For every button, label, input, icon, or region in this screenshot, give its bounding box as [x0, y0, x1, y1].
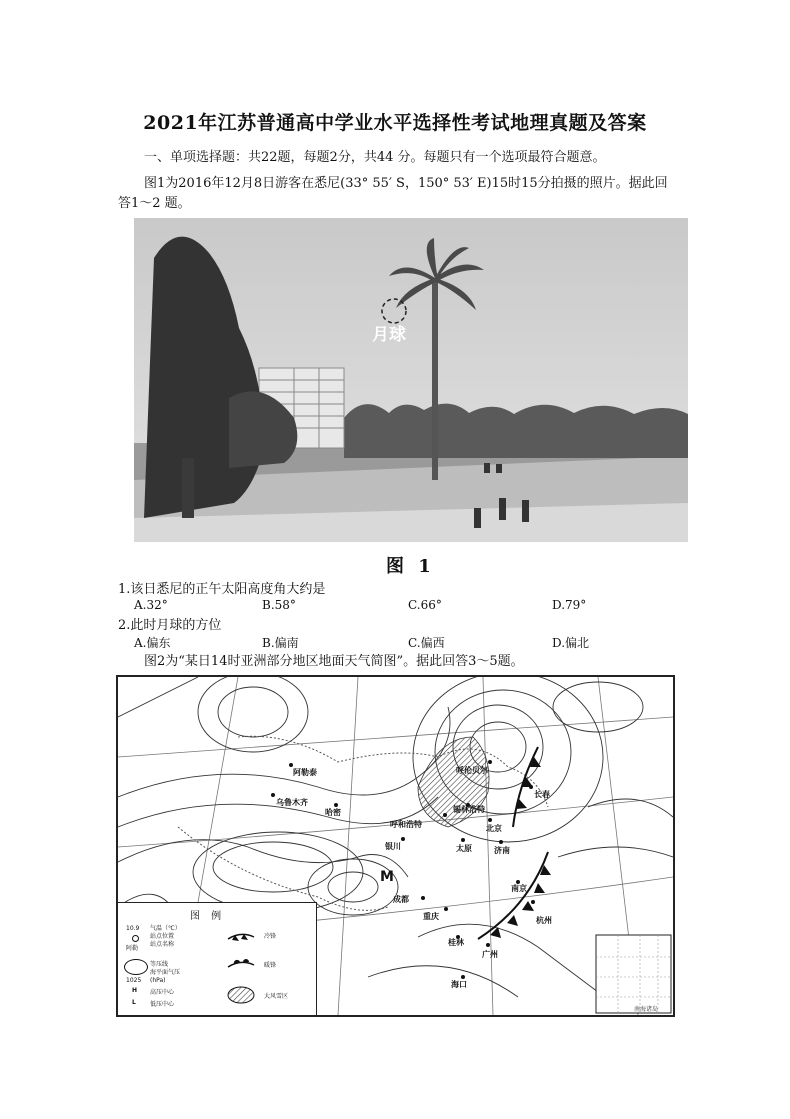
city-label: 杭州	[536, 916, 552, 925]
q1-option-c: C.66°	[408, 598, 442, 612]
legend-station-dot	[132, 935, 139, 942]
city-label: 阿勒泰	[293, 768, 317, 777]
city-label: 济南	[494, 846, 510, 855]
city-label: 桂林	[448, 938, 464, 947]
city-label: 太原	[456, 844, 472, 853]
legend-high: 高压中心	[150, 989, 175, 996]
city-label: 海口	[451, 980, 467, 989]
photo-illustration	[134, 218, 688, 542]
q2-option-b: B.偏南	[262, 636, 299, 650]
intro-paragraph-1: 图1为2016年12月8日游客在悉尼(33° 55′ S，150° 53′ E)15时15分拍摄的照片。据此回答1～2 题。	[118, 176, 668, 211]
marker-m: M	[380, 869, 394, 885]
question-2-stem: 2.此时月球的方位	[118, 618, 222, 633]
cold-front-icon	[226, 929, 256, 943]
legend-title: 图 例	[190, 911, 226, 922]
legend-isobar-sample	[124, 959, 148, 975]
city-label: 广州	[482, 950, 498, 959]
city-label: 哈密	[325, 808, 341, 817]
legend-station-desc: 气温（℃） 站点位置 站点名称	[150, 925, 181, 948]
legend-low-symbol: L	[132, 999, 136, 1006]
q1-option-b: B.58°	[262, 598, 296, 612]
inset-label: 南海诸岛	[634, 1006, 659, 1013]
city-label: 长春	[534, 790, 550, 799]
city-label: 北京	[486, 824, 502, 833]
warm-front-icon	[226, 957, 256, 971]
snow-area-icon	[226, 985, 256, 1005]
q2-option-a: A.偏东	[134, 636, 171, 650]
sydney-photo	[134, 218, 688, 542]
figure1-caption: 图 1	[386, 556, 435, 577]
intro-paragraph-2: 图2为“某日14时亚洲部分地区地面天气简图”。据此回答3～5题。	[144, 654, 524, 669]
weather-map	[116, 675, 675, 1017]
q2-option-d: D.偏北	[552, 636, 590, 650]
legend-low: 低压中心	[150, 1001, 175, 1008]
legend-warm-front: 暖锋	[264, 962, 277, 969]
legend-snow: 大风雪区	[264, 993, 289, 1000]
q2-option-c: C.偏西	[408, 636, 445, 650]
legend-isobar-desc: 等压线 海平面气压 (hPa)	[150, 961, 181, 984]
city-label: 呼和浩特	[390, 820, 422, 829]
city-label: 锡林浩特	[453, 805, 485, 814]
question-1-stem: 1.该日悉尼的正午太阳高度角大约是	[118, 582, 326, 597]
legend-isobar-value: 1025	[126, 977, 142, 984]
moon-label: 月球	[372, 325, 406, 345]
q1-option-a: A.32°	[134, 598, 168, 612]
city-label: 南京	[511, 884, 527, 893]
legend-cold-front: 冷锋	[264, 933, 277, 940]
city-label: 乌鲁木齐	[276, 798, 308, 807]
section-heading: 一、单项选择题：共22题，每题2分，共44 分。每题只有一个选项最符合题意。	[144, 150, 606, 165]
q1-option-d: D.79°	[552, 598, 587, 612]
legend-station-name: 阿勒	[126, 945, 139, 952]
map-legend	[118, 902, 317, 1016]
legend-station-temp: 10.9	[126, 925, 140, 932]
legend-high-symbol: H	[132, 987, 138, 994]
document-title: 2021年江苏普通高中学业水平选择性考试地理真题及答案	[143, 112, 647, 134]
city-label: 重庆	[423, 912, 439, 921]
city-label: 呼伦贝尔	[456, 766, 488, 775]
city-label: 成都	[393, 895, 409, 904]
city-label: 银川	[385, 842, 401, 851]
